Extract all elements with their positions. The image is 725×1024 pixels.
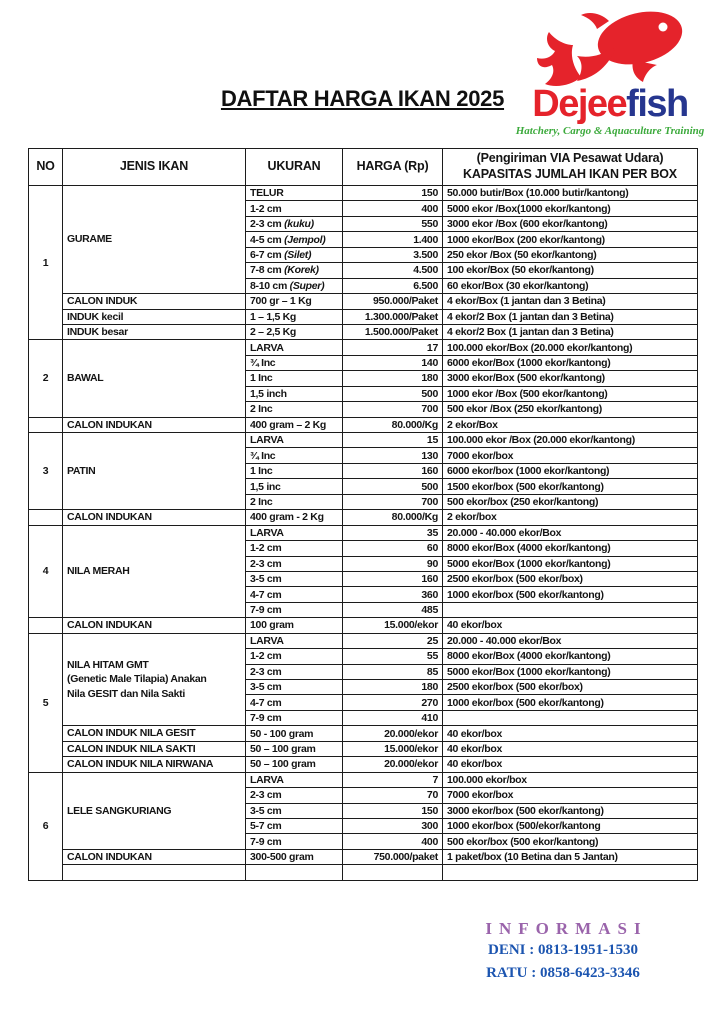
capacity-cell: 2 ekor/Box [443, 417, 698, 432]
size-cell: 7-9 cm [246, 710, 343, 725]
capacity-cell: 60 ekor/Box (30 ekor/kantong) [443, 278, 698, 293]
capacity-cell: 40 ekor/box [443, 618, 698, 633]
fish-type-cell: CALON INDUKAN [63, 510, 246, 525]
table-row [29, 294, 698, 309]
size-cell: 1-2 cm [246, 201, 343, 216]
capacity-cell: 100.000 ekor/Box (20.000 ekor/kantong) [443, 340, 698, 355]
price-cell: 140 [343, 355, 443, 370]
size-cell: 2-3 cm [246, 788, 343, 803]
size-cell: LARVA [246, 525, 343, 540]
size-cell: 1,5 inch [246, 386, 343, 401]
price-cell: 70 [343, 788, 443, 803]
table-row [29, 433, 698, 448]
price-cell: 25 [343, 633, 443, 648]
size-cell: 1 Inc [246, 463, 343, 478]
price-table [28, 148, 698, 881]
capacity-cell: 250 ekor /Box (50 ekor/kantong) [443, 247, 698, 262]
capacity-cell: 40 ekor/box [443, 741, 698, 756]
fish-type-cell: CALON INDUK NILA GESIT [63, 726, 246, 741]
size-cell: 4-7 cm [246, 695, 343, 710]
price-cell: 55 [343, 649, 443, 664]
col-header-jenis: JENIS IKAN [63, 149, 246, 186]
table-row [29, 772, 698, 787]
table-row [29, 633, 698, 648]
price-cell: 300 [343, 818, 443, 833]
table-row [29, 618, 698, 633]
capacity-cell: 100 ekor/Box (50 ekor/kantong) [443, 263, 698, 278]
fish-icon [503, 10, 717, 86]
price-cell: 750.000/paket [343, 849, 443, 864]
fish-type-cell: PATIN [63, 433, 246, 510]
capacity-cell: 4 ekor/2 Box (1 jantan dan 3 Betina) [443, 324, 698, 339]
price-cell: 85 [343, 664, 443, 679]
price-cell: 180 [343, 680, 443, 695]
price-cell: 410 [343, 710, 443, 725]
table-row [29, 865, 698, 880]
fish-type-cell: INDUK kecil [63, 309, 246, 324]
table-row [29, 849, 698, 864]
capacity-cell: 7000 ekor/box [443, 448, 698, 463]
table-row [29, 525, 698, 540]
price-cell: 400 [343, 201, 443, 216]
size-cell: 400 gram – 2 Kg [246, 417, 343, 432]
size-cell: 3-5 cm [246, 571, 343, 586]
price-cell: 60 [343, 541, 443, 556]
price-cell: 80.000/Kg [343, 417, 443, 432]
size-cell: 6-7 cm (Silet) [246, 247, 343, 262]
table-row [29, 510, 698, 525]
capacity-cell: 50.000 butir/Box (10.000 butir/kantong) [443, 186, 698, 201]
capacity-cell: 5000 ekor/Box (1000 ekor/kantong) [443, 556, 698, 571]
price-cell: 15.000/ekor [343, 741, 443, 756]
table-header-row [29, 149, 698, 186]
size-cell: 2 Inc [246, 402, 343, 417]
price-cell: 17 [343, 340, 443, 355]
table-row [29, 757, 698, 772]
price-cell: 150 [343, 186, 443, 201]
price-cell: 160 [343, 571, 443, 586]
row-number: 5 [29, 633, 63, 772]
row-number: 6 [29, 772, 63, 880]
price-cell: 20.000/ekor [343, 757, 443, 772]
size-cell: 3-5 cm [246, 803, 343, 818]
size-cell: ¾ Inc [246, 355, 343, 370]
price-cell: 950.000/Paket [343, 294, 443, 309]
capacity-cell [443, 865, 698, 880]
size-cell: TELUR [246, 186, 343, 201]
capacity-cell: 5000 ekor /Box(1000 ekor/kantong) [443, 201, 698, 216]
capacity-cell: 8000 ekor/Box (4000 ekor/kantong) [443, 541, 698, 556]
size-cell: 3-5 cm [246, 680, 343, 695]
col-header-kapasitas-line1: (Pengiriman VIA Pesawat Udara) [476, 151, 664, 166]
price-cell: 130 [343, 448, 443, 463]
fish-type-cell: GURAME [63, 186, 246, 294]
table-row [29, 186, 698, 201]
price-cell: 550 [343, 216, 443, 231]
fish-type-cell: LELE SANGKURIANG [63, 772, 246, 849]
price-cell: 150 [343, 803, 443, 818]
price-cell: 15.000/ekor [343, 618, 443, 633]
col-header-harga: HARGA (Rp) [343, 149, 443, 186]
price-cell: 7 [343, 772, 443, 787]
table-row [29, 340, 698, 355]
price-cell: 1.400 [343, 232, 443, 247]
row-number [29, 417, 63, 432]
capacity-cell: 1000 ekor/box (500/ekor/kantong [443, 818, 698, 833]
price-cell: 3.500 [343, 247, 443, 262]
capacity-cell: 3000 ekor/box (500 ekor/kantong) [443, 803, 698, 818]
capacity-cell [443, 710, 698, 725]
capacity-cell: 1000 ekor/Box (200 ekor/kantong) [443, 232, 698, 247]
size-cell: 7-9 cm [246, 602, 343, 617]
fish-type-cell: NILA MERAH [63, 525, 246, 618]
fish-type-cell: CALON INDUK NILA NIRWANA [63, 757, 246, 772]
price-cell: 700 [343, 402, 443, 417]
price-cell: 20.000/ekor [343, 726, 443, 741]
row-number: 3 [29, 433, 63, 510]
contact-info [443, 919, 683, 984]
price-cell: 1.300.000/Paket [343, 309, 443, 324]
brand-name-blue: fish [626, 83, 688, 125]
size-cell: 50 – 100 gram [246, 741, 343, 756]
fish-type-cell [63, 865, 246, 880]
size-cell: LARVA [246, 433, 343, 448]
price-cell: 400 [343, 834, 443, 849]
price-cell: 15 [343, 433, 443, 448]
size-cell: ¾ Inc [246, 448, 343, 463]
fish-type-cell: CALON INDUKAN [63, 618, 246, 633]
capacity-cell: 2 ekor/box [443, 510, 698, 525]
table-row [29, 741, 698, 756]
col-header-ukuran: UKURAN [246, 149, 343, 186]
row-number [29, 618, 63, 633]
size-cell: 1 – 1,5 Kg [246, 309, 343, 324]
capacity-cell: 20.000 - 40.000 ekor/Box [443, 525, 698, 540]
size-cell: 5-7 cm [246, 818, 343, 833]
fish-type-cell: CALON INDUKAN [63, 849, 246, 864]
capacity-cell [443, 602, 698, 617]
size-cell: 2-3 cm [246, 556, 343, 571]
price-cell: 485 [343, 602, 443, 617]
dejeefish-logo [503, 10, 717, 137]
row-number: 2 [29, 340, 63, 417]
capacity-cell: 2500 ekor/box (500 ekor/box) [443, 680, 698, 695]
price-cell: 160 [343, 463, 443, 478]
capacity-cell: 5000 ekor/Box (1000 ekor/kantong) [443, 664, 698, 679]
price-cell: 6.500 [343, 278, 443, 293]
informasi-heading: INFORMASI [485, 919, 648, 938]
fish-type-cell: BAWAL [63, 340, 246, 417]
size-cell [246, 865, 343, 880]
price-cell: 700 [343, 494, 443, 509]
size-cell: 2-3 cm (kuku) [246, 216, 343, 231]
capacity-cell: 7000 ekor/box [443, 788, 698, 803]
table-row [29, 309, 698, 324]
capacity-cell: 4 ekor/Box (1 jantan dan 3 Betina) [443, 294, 698, 309]
contact-line-deni: DENI : 0813-1951-1530 [488, 942, 638, 958]
capacity-cell: 100.000 ekor/box [443, 772, 698, 787]
price-cell: 360 [343, 587, 443, 602]
capacity-cell: 1500 ekor/box (500 ekor/kantong) [443, 479, 698, 494]
size-cell: 2-3 cm [246, 664, 343, 679]
logo-tagline: Hatchery, Cargo & Aquaculture Training [515, 125, 705, 138]
price-cell: 35 [343, 525, 443, 540]
price-cell: 180 [343, 371, 443, 386]
size-cell: 50 - 100 gram [246, 726, 343, 741]
table-row [29, 324, 698, 339]
capacity-cell: 8000 ekor/Box (4000 ekor/kantong) [443, 649, 698, 664]
capacity-cell: 20.000 - 40.000 ekor/Box [443, 633, 698, 648]
capacity-cell: 500 ekor /Box (250 ekor/kantong) [443, 402, 698, 417]
fish-type-cell: CALON INDUKAN [63, 417, 246, 432]
price-cell: 500 [343, 479, 443, 494]
price-cell: 90 [343, 556, 443, 571]
capacity-cell: 6000 ekor/box (1000 ekor/kantong) [443, 463, 698, 478]
page-title: DAFTAR HARGA IKAN 2025 [220, 86, 505, 111]
capacity-cell: 1000 ekor/box (500 ekor/kantong) [443, 587, 698, 602]
size-cell: LARVA [246, 633, 343, 648]
size-cell: 400 gram - 2 Kg [246, 510, 343, 525]
table-row [29, 417, 698, 432]
size-cell: 4-7 cm [246, 587, 343, 602]
capacity-cell: 100.000 ekor /Box (20.000 ekor/kantong) [443, 433, 698, 448]
col-header-kapasitas [443, 149, 698, 186]
size-cell: 1,5 inc [246, 479, 343, 494]
size-cell: 7-8 cm (Korek) [246, 263, 343, 278]
capacity-cell: 3000 ekor /Box (600 ekor/kantong) [443, 216, 698, 231]
size-cell: 7-9 cm [246, 834, 343, 849]
capacity-cell: 1000 ekor/box (500 ekor/kantong) [443, 695, 698, 710]
size-cell: 2 Inc [246, 494, 343, 509]
size-cell: 700 gr – 1 Kg [246, 294, 343, 309]
table-row [29, 726, 698, 741]
size-cell: LARVA [246, 340, 343, 355]
size-cell: 1-2 cm [246, 541, 343, 556]
price-cell: 4.500 [343, 263, 443, 278]
capacity-cell: 1000 ekor /Box (500 ekor/kantong) [443, 386, 698, 401]
size-cell: 50 – 100 gram [246, 757, 343, 772]
size-cell: 4-5 cm (Jempol) [246, 232, 343, 247]
brand-wordmark [503, 83, 717, 125]
fish-type-cell: CALON INDUK NILA SAKTI [63, 741, 246, 756]
capacity-cell: 500 ekor/box (500 ekor/kantong) [443, 834, 698, 849]
price-cell: 500 [343, 386, 443, 401]
price-cell [343, 865, 443, 880]
capacity-cell: 4 ekor/2 Box (1 jantan dan 3 Betina) [443, 309, 698, 324]
brand-name-red: Dejee [532, 83, 627, 125]
size-cell: 2 – 2,5 Kg [246, 324, 343, 339]
col-header-kapasitas-line2: KAPASITAS JUMLAH IKAN PER BOX [463, 167, 677, 181]
fish-type-cell: CALON INDUK [63, 294, 246, 309]
row-number [29, 510, 63, 525]
size-cell: 300-500 gram [246, 849, 343, 864]
size-cell: 8-10 cm (Super) [246, 278, 343, 293]
capacity-cell: 3000 ekor/Box (500 ekor/kantong) [443, 371, 698, 386]
fish-type-cell: INDUK besar [63, 324, 246, 339]
capacity-cell: 500 ekor/box (250 ekor/kantong) [443, 494, 698, 509]
capacity-cell: 2500 ekor/box (500 ekor/box) [443, 571, 698, 586]
size-cell: LARVA [246, 772, 343, 787]
price-cell: 80.000/Kg [343, 510, 443, 525]
capacity-cell: 40 ekor/box [443, 757, 698, 772]
size-cell: 1-2 cm [246, 649, 343, 664]
price-cell: 270 [343, 695, 443, 710]
capacity-cell: 1 paket/box (10 Betina dan 5 Jantan) [443, 849, 698, 864]
col-header-no: NO [29, 149, 63, 186]
size-cell: 100 gram [246, 618, 343, 633]
row-number: 1 [29, 186, 63, 340]
contact-line-ratu: RATU : 0858-6423-3346 [486, 964, 640, 981]
row-number: 4 [29, 525, 63, 618]
size-cell: 1 Inc [246, 371, 343, 386]
capacity-cell: 6000 ekor/Box (1000 ekor/kantong) [443, 355, 698, 370]
price-cell: 1.500.000/Paket [343, 324, 443, 339]
capacity-cell: 40 ekor/box [443, 726, 698, 741]
fish-type-cell: NILA HITAM GMT (Genetic Male Tilapia) Anakan Nila GESIT dan Nila Sakti [63, 633, 246, 726]
